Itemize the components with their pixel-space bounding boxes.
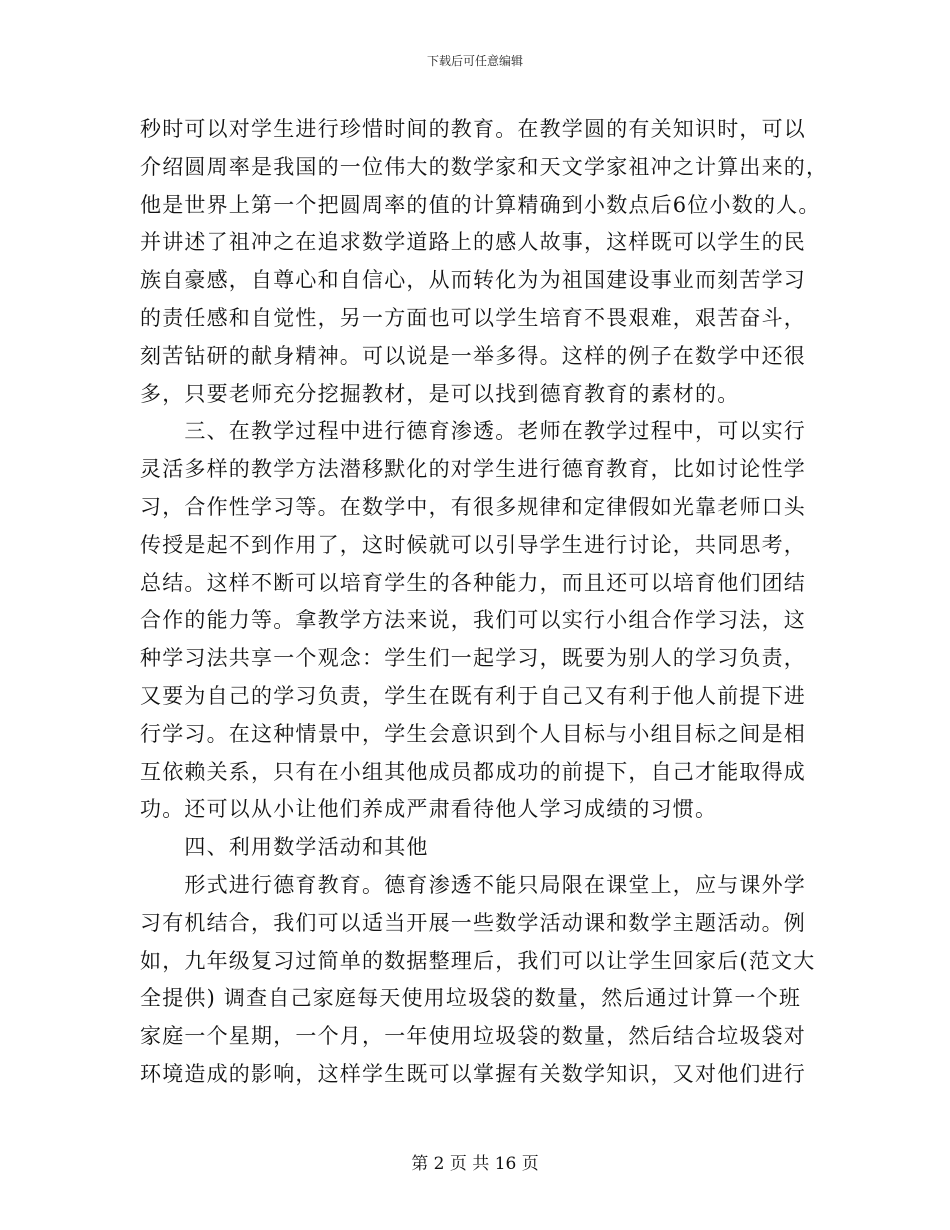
page-header: 下载后可任意编辑 — [426, 54, 523, 68]
text-line: 介绍圆周率是我国的一位伟大的数学家和天文学家祖冲之计算出来的， — [140, 154, 829, 179]
text-line: 全提供) 调查自己家庭每天使用垃圾袋的数量，然后通过计算一个班 — [140, 986, 802, 1011]
text-line: 习，合作性学习等。在数学中，有很多规律和定律假如光靠老师口头 — [140, 494, 806, 519]
text-line: 灵活多样的教学方法潜移默化的对学生进行德育教育，比如讨论性学 — [140, 457, 806, 482]
text-line: 功。还可以从小让他们养成严肃看待他人学习成绩的习惯。 — [140, 797, 718, 822]
text-line: 并讲述了祖冲之在追求数学道路上的感人故事，这样既可以学生的民 — [140, 230, 806, 255]
section-three-heading-line: 三、在教学过程中进行德育渗透。老师在教学过程中，可以实行 — [140, 419, 806, 444]
text-line: 形式进行德育教育。德育渗透不能只局限在课堂上，应与课外学 — [140, 872, 806, 897]
text-line: 传授是起不到作用了，这时候就可以引导学生进行讨论，共同思考， — [140, 532, 806, 557]
text-line: 种学习法共享一个观念：学生们一起学习，既要为别人的学习负责， — [140, 646, 806, 671]
text-line: 的责任感和自觉性，另一方面也可以学生培育不畏艰难，艰苦奋斗， — [140, 305, 806, 330]
text-line: 又要为自己的学习负责，学生在既有利于自己又有利于他人前提下进 — [140, 683, 806, 708]
text-line: 习有机结合，我们可以适当开展一些数学活动课和数学主题活动。例 — [140, 910, 806, 935]
text-line: 刻苦钻研的献身精神。可以说是一举多得。这样的例子在数学中还很 — [140, 343, 806, 368]
text-line: 族自豪感，自尊心和自信心，从而转化为为祖国建设事业而刻苦学习 — [140, 268, 806, 293]
text-line: 秒时可以对学生进行珍惜时间的教育。在教学圆的有关知识时，可以 — [140, 117, 806, 141]
text-line: 环境造成的影响，这样学生既可以掌握有关数学知识，又对他们进行 — [140, 1061, 806, 1086]
page-number-footer: 第 2 页 共 16 页 — [411, 1154, 539, 1174]
text-line: 家庭一个星期，一个月，一年使用垃圾袋的数量，然后结合垃圾袋对 — [140, 1024, 806, 1049]
text-line: 行学习。在这种情景中，学生会意识到个人目标与小组目标之间是相 — [140, 721, 806, 746]
text-line: 如，九年级复习过简单的数据整理后，我们可以让学生回家后(范文大 — [140, 948, 816, 973]
text-line: 互依赖关系，只有在小组其他成员都成功的前提下，自己才能取得成 — [140, 759, 806, 784]
text-line: 合作的能力等。拿教学方法来说，我们可以实行小组合作学习法，这 — [140, 608, 806, 633]
text-line: 多，只要老师充分挖掘教材，是可以找到德育教育的素材的。 — [140, 381, 740, 406]
text-line: 他是世界上第一个把圆周率的值的计算精确到小数点后6位小数的人。 — [140, 192, 821, 217]
document-body — [140, 111, 829, 1094]
text-line: 总结。这样不断可以培育学生的各种能力，而且还可以培育他们团结 — [140, 570, 806, 595]
section-four-heading: 四、利用数学活动和其他 — [140, 835, 429, 860]
